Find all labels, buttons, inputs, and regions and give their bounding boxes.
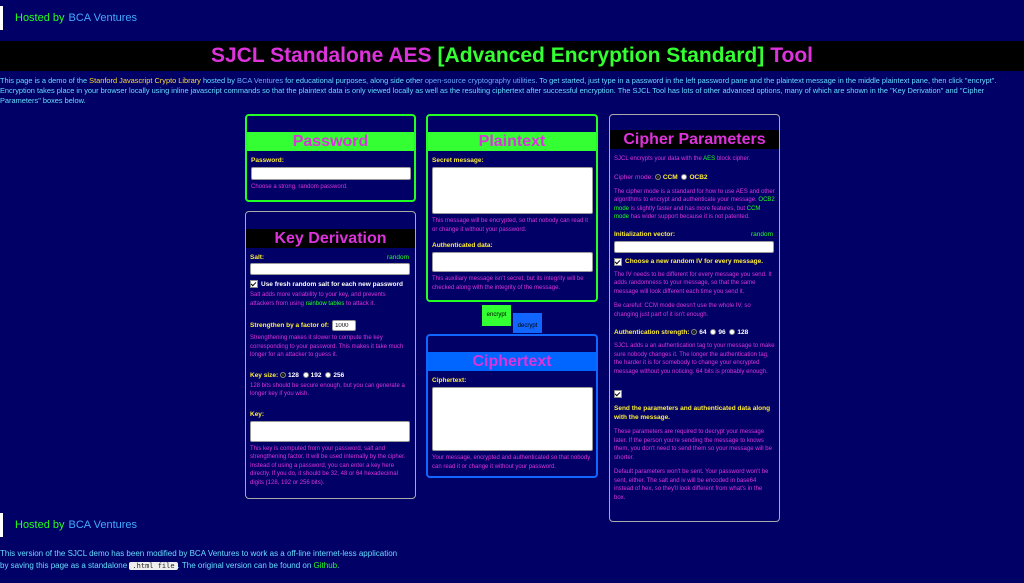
- footer-line2-text: .: [337, 561, 340, 570]
- intro-text: . To get started, just type in a password in the left password pane and the plaintext message in the middle plaintext pane, then click "encrypt". Encryption takes place in your browser locally using inline javascript commands so that the plaintext data is only viewed locally as well as the resulting ciphertext after successful encryption. The SJCL Tool has lots of other advanced options, many of which are shown in the "Key Derivation" and "Cipher Parameters" boxes below.: [0, 76, 997, 105]
- strengthen-hint: Strengthening makes it slower to compute the key corresponding to your password. This makes it take much longer for an attacker to guess it.: [250, 335, 404, 358]
- hosted-by-bottom: [0, 513, 137, 537]
- auth-64-label: 64: [699, 329, 707, 336]
- key-hint: This key is computed from your password, salt and strengthening factor. It will be used internally by the cipher. Instead of using a password, you can enter a key here directly. If you do, it should be 32, 48 or 64 hexadecimal digits (128, 192 or 256 bits).: [250, 445, 406, 486]
- cipher-mode-row: [614, 174, 779, 181]
- mode-hint-text: The cipher mode is a standard for how to use AES and other algorithms to encrypt and authenticate your message.: [614, 188, 775, 203]
- title-mid: [Advanced Encryption Standard]: [437, 44, 765, 67]
- hosted-by-top: [0, 6, 137, 30]
- oss-link[interactable]: open-source cryptography utilities: [424, 76, 536, 85]
- iv-random-link[interactable]: random: [750, 230, 773, 238]
- cipher-parameters-title: Cipher Parameters: [610, 130, 779, 149]
- aes-link[interactable]: AES: [703, 156, 716, 162]
- password-panel: [245, 114, 416, 202]
- salt-label-text: Salt:: [250, 254, 265, 261]
- cipher-intro-text: SJCL encrypts your data with the: [614, 156, 704, 162]
- title-post: Tool: [770, 44, 814, 67]
- footer-line1: This version of the SJCL demo has been modified by BCA Ventures to work as a off-line internet-less application: [0, 549, 398, 558]
- key-size-128-radio[interactable]: [280, 372, 286, 378]
- key-derivation-panel: [245, 211, 416, 499]
- salt-label: [250, 254, 415, 261]
- intro-text: This page is a demo of the: [0, 76, 90, 85]
- mode-hint-text: has wider support because it is not patented.: [629, 214, 750, 220]
- ciphertext-label: Ciphertext:: [432, 377, 467, 384]
- send-params-checkbox[interactable]: [614, 390, 622, 398]
- mode-hint-text: is slightly faster and has more features, but: [629, 205, 747, 212]
- password-title: Password: [247, 132, 414, 151]
- secret-message-hint: This message will be encrypted, so that nobody can read it or change it without your password.: [432, 218, 589, 233]
- intro-text: hosted by: [200, 76, 238, 85]
- iv-label: [614, 231, 779, 238]
- new-iv-option[interactable]: [614, 258, 779, 266]
- mode-ocb2-label: OCB2: [689, 173, 708, 181]
- strengthen-input[interactable]: [332, 320, 356, 331]
- password-hint: Choose a strong, random password.: [251, 184, 348, 190]
- iv-label-text: Initialization vector:: [614, 230, 676, 238]
- auth-strength-hint: SJCL adds a an authentication tag to your message to make sure nobody changes it. The longer the authentication tag, the harder it is for somebody to change your encrypted message without you noticing. 64 bits is probably enough.: [614, 343, 775, 375]
- ciphertext-textarea[interactable]: [432, 387, 593, 451]
- footer-text: [0, 548, 397, 572]
- mode-ccm-label: CCM: [662, 173, 678, 181]
- strengthen-row: [250, 320, 415, 331]
- mode-ocb2-radio[interactable]: [681, 174, 687, 180]
- key-size-256-radio[interactable]: [325, 372, 331, 378]
- hosted-prefix: Hosted by: [15, 519, 65, 531]
- secret-message-textarea[interactable]: [432, 167, 593, 214]
- send-params-checkbox-wrap: [614, 385, 779, 403]
- password-input[interactable]: [251, 167, 411, 180]
- github-link[interactable]: Github: [313, 561, 338, 570]
- ciphertext-panel: [426, 334, 598, 478]
- fresh-salt-label: Use fresh random salt for each new password: [261, 280, 403, 288]
- authenticated-data-textarea[interactable]: [432, 252, 593, 272]
- password-label: Password:: [251, 157, 284, 164]
- mode-ccm-radio[interactable]: [655, 174, 661, 180]
- iv-hint: The IV needs to be different for every message you send. It adds randomness to your message, so that the same message will look different each time you send it.: [614, 271, 772, 295]
- secret-message-label: Secret message:: [432, 157, 484, 164]
- key-size-192-label: 192: [310, 371, 322, 379]
- key-derivation-title: Key Derivation: [246, 229, 415, 248]
- cipher-intro: [614, 155, 775, 164]
- salt-hint-text: to attack it.: [344, 300, 376, 307]
- plaintext-panel: [426, 114, 598, 302]
- sjcl-link[interactable]: Stanford Javascript Crypto Library: [89, 76, 201, 85]
- fresh-salt-option[interactable]: [250, 280, 415, 288]
- html-file-code: .html file: [129, 562, 177, 570]
- auth-96-label: 96: [718, 329, 726, 336]
- send-params-hint: These parameters are required to decrypt your message later. If the person you're sending the message to knows them, you don't need to send them so your message will be shorter.: [614, 429, 772, 461]
- ciphertext-title: Ciphertext: [428, 352, 596, 371]
- ocb2-mode-link[interactable]: OCB2 mode: [614, 197, 775, 212]
- intro-paragraph: [0, 76, 1024, 106]
- cipher-mode-hint: [614, 188, 775, 222]
- new-iv-checkbox[interactable]: [614, 258, 622, 266]
- send-params-label: Send the parameters and authenticated data along with the message.: [614, 405, 771, 421]
- default-params-hint: Default parameters won't be sent. Your password won't be sent, either. The salt and iv will be encoded in base64 instead of hex, so they'll look different from what's in the box.: [614, 469, 769, 501]
- iv-warning: Be careful: CCM mode doesn't use the whole IV, so changing just part of it isn't enough.: [614, 303, 751, 318]
- ciphertext-hint: Your message, encrypted and authenticated so that nobody can read it or change it without your password.: [432, 455, 591, 470]
- salt-input[interactable]: [250, 263, 410, 275]
- decrypt-button[interactable]: decrypt: [513, 313, 542, 333]
- salt-hint: [250, 291, 411, 308]
- authenticated-data-hint: This auxiliary message isn't secret, but its integrity will be checked along with the integrity of the message.: [432, 276, 584, 291]
- key-size-256-label: 256: [333, 371, 345, 379]
- key-size-hint: 128 bits should be secure enough, but you can generate a longer key if you wish.: [250, 382, 405, 397]
- key-size-192-radio[interactable]: [303, 372, 309, 378]
- footer-line2: [0, 560, 397, 572]
- auth-strength-row: [614, 329, 779, 336]
- auth-128-radio[interactable]: [729, 329, 735, 335]
- footer-line2-text: . The original version can be found on: [177, 561, 314, 570]
- key-size-label: Key size:: [250, 371, 279, 379]
- auth-64-radio[interactable]: [691, 329, 697, 335]
- cipher-parameters-panel: [609, 114, 780, 522]
- bca-link[interactable]: BCA Ventures: [237, 76, 284, 85]
- key-size-128-label: 128: [288, 371, 299, 379]
- auth-96-radio[interactable]: [710, 329, 716, 335]
- encrypt-button[interactable]: encrypt: [482, 305, 511, 326]
- strengthen-label: Strengthen by a factor of:: [250, 322, 330, 329]
- cipher-intro-text: block cipher.: [715, 156, 751, 162]
- title-pre: SJCL Standalone AES: [210, 44, 432, 67]
- salt-hint-text: Salt adds more variability to your key, and prevents attackers from using: [250, 292, 386, 307]
- bca-ventures-link[interactable]: BCA Ventures: [68, 12, 138, 24]
- authenticated-data-label: Authenticated data:: [432, 242, 493, 249]
- key-label: Key:: [250, 410, 265, 418]
- iv-input[interactable]: [614, 241, 774, 253]
- intro-text: for educational purposes, along side other: [283, 76, 425, 85]
- fresh-salt-checkbox[interactable]: [250, 280, 258, 288]
- salt-random-link[interactable]: random: [386, 254, 409, 261]
- page-title: [0, 41, 1024, 71]
- key-textarea[interactable]: [250, 421, 410, 442]
- plaintext-title: Plaintext: [428, 132, 596, 151]
- ccm-mode-link[interactable]: CCM mode: [614, 205, 761, 220]
- footer-line2-text: by saving this page as a standalone: [0, 561, 130, 570]
- key-size-row: [250, 372, 415, 379]
- bca-ventures-link-bottom[interactable]: BCA Ventures: [68, 519, 138, 531]
- rainbow-tables-link[interactable]: rainbow tables: [305, 300, 345, 307]
- cipher-mode-label: Cipher mode:: [614, 173, 654, 181]
- auth-strength-label: Authentication strength:: [614, 329, 690, 336]
- new-iv-label: Choose a new random IV for every message.: [625, 258, 763, 265]
- hosted-prefix: Hosted by: [15, 12, 65, 24]
- auth-128-label: 128: [737, 329, 749, 336]
